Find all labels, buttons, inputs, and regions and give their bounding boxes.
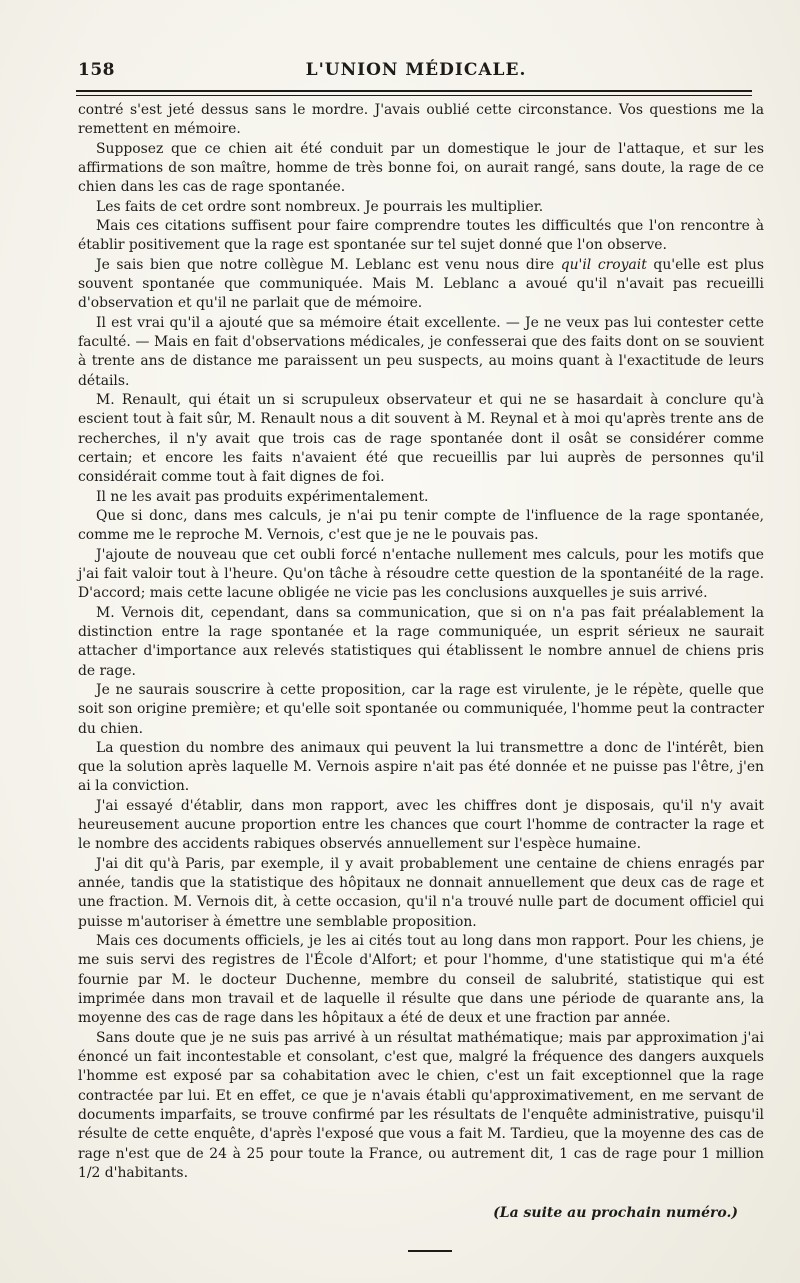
paragraph bbox=[78, 256, 764, 314]
paragraph: Sans doute que je ne suis pas arrivé à un résultat mathématique; mais par approximation j'ai énoncé un fait incontestable et consolant, c'est que, malgré la fréquence des dangers auxquels l'homme est exposé par sa cohabitation avec le chien, c'est un fait exceptionnel que la rage contractée par lui. Et en effet, ce que je n'avais établi qu'approximativement, en me servant de documents imparfaits, se trouve confirmé par les résultats de l'enquête administrative, puisqu'il résulte de cette enquête, d'après l'exposé que vous a fait M. Tardieu, que la moyenne des cas de rage n'est que de 24 à 25 pour toute la France, ou autrement dit, 1 cas de rage pour 1 million 1/2 d'habitants. bbox=[78, 1029, 764, 1182]
continuation-note: (La suite au prochain numéro.) bbox=[493, 1205, 738, 1221]
end-rule bbox=[408, 1250, 452, 1252]
paragraph: contré s'est jeté dessus sans le mordre. J'avais oublié cette circonstance. Vos questions me la remettent en mémoire. bbox=[78, 102, 764, 138]
paragraph-text: Je sais bien que notre collègue M. Leblanc est venu nous dire bbox=[96, 256, 561, 273]
paragraph: J'ai essayé d'établir, dans mon rapport, avec les chiffres dont je disposais, qu'il n'y avait heureusement aucune proportion entre les chances que court l'homme de contracter la rage et le nombre des accidents rabiques observés annuellement sur l'espèce humaine. bbox=[78, 797, 764, 853]
paragraph: Que si donc, dans mes calculs, je n'ai pu tenir compte de l'influence de la rage spontanée, comme me le reproche M. Vernois, c'est que je ne le pouvais pas. bbox=[78, 507, 764, 544]
paragraph-text: qu'elle est plus souvent spontanée que communiquée. Mais M. Leblanc a avoué qu'il n'avait pas recueilli d'observation et qu'il ne parlait que de mémoire. bbox=[78, 256, 764, 312]
paragraph: Supposez que ce chien ait été conduit par un domestique le jour de l'attaque, et sur les affirmations de son maître, homme de très bonne foi, on aurait rangé, sans doute, la rage de ce chien dans les cas de rage spontanée. bbox=[78, 140, 764, 196]
paragraph: Les faits de cet ordre sont nombreux. Je pourrais les multiplier. bbox=[96, 198, 544, 215]
paragraph: Mais ces documents officiels, je les ai cités tout au long dans mon rapport. Pour les chiens, je me suis servi des registres de l'École d'Alfort; et pour l'homme, d'une statistique qui m'a été fournie par M. le docteur Duchenne, membre du conseil de salubrité, statistique qui est imprimée dans mon travail et de laquelle il résulte que dans une période de quarante ans, la moyenne des cas de rage dans les hôpitaux a été de deux et une fraction par année. bbox=[78, 933, 764, 1027]
paragraph: Mais ces citations suffisent pour faire comprendre toutes les difficultés que l'on rencontre à établir positivement que la rage est spontanée sur tel sujet donné que l'on observe. bbox=[78, 217, 764, 254]
page-header bbox=[72, 52, 760, 84]
paragraph: M. Vernois dit, cependant, dans sa communication, que si on n'a pas fait préalablement la distinction entre la rage spontanée et la rage communiquée, un esprit sérieux ne saurait attacher d'importance aux relevés statistiques qui établissent le nombre annuel de chiens pris de rage. bbox=[78, 604, 764, 679]
header-rule-thick bbox=[76, 90, 752, 92]
paragraph: La question du nombre des animaux qui peuvent la lui transmettre a donc de l'intérêt, bien que la solution après laquelle M. Vernois aspire n'ait pas été donnée et ne puisse pas l'être, j'en ai la conviction. bbox=[78, 739, 764, 795]
paragraph: M. Renault, qui était un si scrupuleux observateur et qui ne se hasardait à conclure qu'à escient tout à fait sûr, M. Renault nous a dit souvent à M. Reynal et à moi qu'après trente ans de recherches, il n'y avait que trois cas de rage spontanée dont il osât se considérer comme certain; et encore les faits n'avaient été que recueillis par lui auprès de personnes qu'il considérait comme tout à fait dignes de foi. bbox=[78, 391, 764, 486]
running-title: L'UNION MÉDICALE. bbox=[305, 60, 527, 80]
emphasized-text: qu'il croyait bbox=[560, 256, 647, 273]
header-rule-thin bbox=[76, 95, 752, 96]
paragraph: J'ajoute de nouveau que cet oubli forcé n'entache nullement mes calculs, pour les motifs que j'ai fait valoir tout à l'heure. Qu'on tâche à résoudre cette question de la spontanéité de la rage. D'accord; mais cette lacune obligée ne vicie pas les conclusions auxquelles je suis arrivé. bbox=[78, 546, 764, 602]
paragraph: Il est vrai qu'il a ajouté que sa mémoire était excellente. — Je ne veux pas lui contester cette faculté. — Mais en fait d'observations médicales, je confesserai que des faits dont on se souvient à trente ans de distance me paraissent un peu suspects, au moins quant à l'exactitude de leurs détails. bbox=[78, 314, 764, 389]
page-number: 158 bbox=[78, 60, 115, 80]
paragraph: Il ne les avait pas produits expérimentalement. bbox=[96, 488, 429, 505]
paragraph: Je ne saurais souscrire à cette proposition, car la rage est virulente, je le répète, quelle que soit son origine première; et qu'elle soit spontanée ou communiquée, l'homme peut la contracter du chien. bbox=[78, 681, 764, 737]
article-body bbox=[78, 101, 764, 1183]
paragraph: J'ai dit qu'à Paris, par exemple, il y avait probablement une centaine de chiens enragés par année, tandis que la statistique des hôpitaux ne donnait annuellement que deux cas de rage et une fraction. M. Vernois dit, à cette occasion, qu'il n'a trouvé nulle part de document officiel qui puisse m'autoriser à émettre une semblable proposition. bbox=[78, 855, 764, 930]
